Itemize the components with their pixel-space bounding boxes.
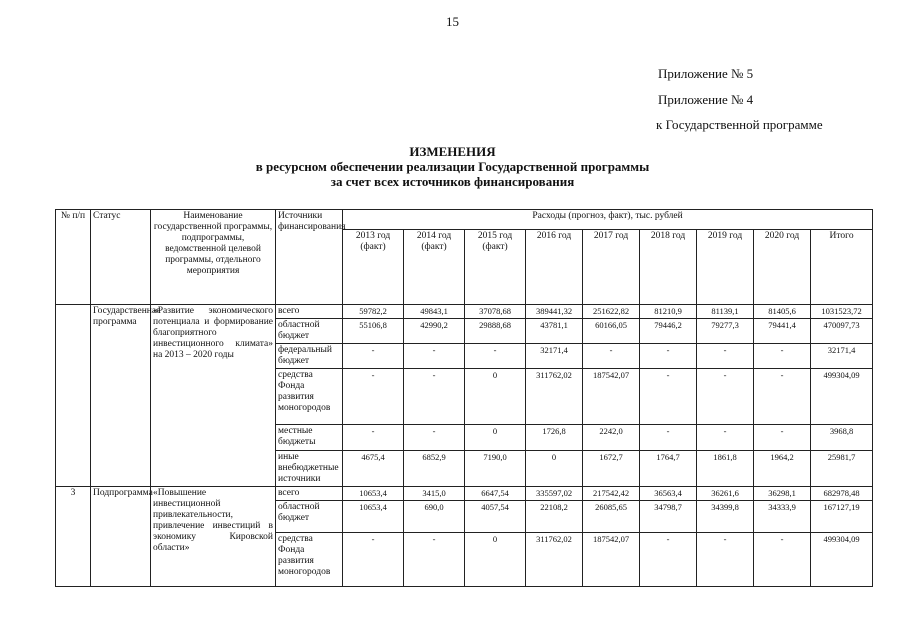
row-total-value: 3968,8: [811, 425, 873, 451]
row-value: -: [583, 344, 640, 369]
row-value: -: [640, 533, 697, 587]
table-row: [56, 487, 873, 501]
row-value: 0: [465, 369, 526, 425]
row-value: 1726,8: [526, 425, 583, 451]
row-value: 6852,9: [404, 451, 465, 487]
row-source: средства Фонда развития моногородов: [276, 369, 343, 425]
row-value: 389441,32: [526, 305, 583, 319]
row-source: всего: [276, 487, 343, 501]
header-year: 2013 год (факт): [343, 230, 404, 305]
row-value: 2242,0: [583, 425, 640, 451]
header-year: 2015 год (факт): [465, 230, 526, 305]
row-value: -: [465, 344, 526, 369]
header-total: Итого: [811, 230, 873, 305]
row-value: -: [343, 369, 404, 425]
row-program-name: «Повышение инвестиционной привлекательности, привлечение инвестиций в экономику Кировской области»: [151, 487, 276, 587]
row-number: [56, 305, 91, 487]
row-value: 3415,0: [404, 487, 465, 501]
row-total-value: 682978,48: [811, 487, 873, 501]
row-value: 37078,68: [465, 305, 526, 319]
row-value: 34333,9: [754, 501, 811, 533]
row-value: -: [697, 533, 754, 587]
header-status: Статус: [91, 210, 151, 305]
row-value: -: [640, 369, 697, 425]
row-value: -: [404, 533, 465, 587]
row-status: Государственная программа: [91, 305, 151, 487]
row-total-value: 32171,4: [811, 344, 873, 369]
row-total-value: 499304,09: [811, 533, 873, 587]
row-value: -: [697, 344, 754, 369]
row-value: 1861,8: [697, 451, 754, 487]
title-line-2: в ресурсном обеспечении реализации Государственной программы: [255, 159, 650, 174]
row-value: 690,0: [404, 501, 465, 533]
row-value: 81210,9: [640, 305, 697, 319]
row-value: 10653,4: [343, 487, 404, 501]
row-value: 1964,2: [754, 451, 811, 487]
row-value: 36298,1: [754, 487, 811, 501]
appendix-line-3: к Государственной программе: [656, 117, 823, 132]
header-year: 2017 год: [583, 230, 640, 305]
row-value: -: [404, 369, 465, 425]
row-value: 311762,02: [526, 369, 583, 425]
row-value: 43781,1: [526, 319, 583, 344]
row-source: областной бюджет: [276, 319, 343, 344]
row-value: 187542,07: [583, 533, 640, 587]
row-value: 6647,54: [465, 487, 526, 501]
row-value: 4675,4: [343, 451, 404, 487]
row-value: 60166,05: [583, 319, 640, 344]
resource-table: [55, 209, 873, 587]
header-row-1: [56, 210, 873, 230]
row-value: -: [754, 533, 811, 587]
row-value: 29888,68: [465, 319, 526, 344]
row-total-value: 470097,73: [811, 319, 873, 344]
row-value: 49843,1: [404, 305, 465, 319]
title-line-1: ИЗМЕНЕНИЯ: [409, 144, 496, 159]
header-num: № п/п: [56, 210, 91, 305]
row-value: -: [754, 344, 811, 369]
row-source: местные бюджеты: [276, 425, 343, 451]
row-value: 22108,2: [526, 501, 583, 533]
row-value: -: [343, 344, 404, 369]
row-value: -: [697, 425, 754, 451]
header-year: 2016 год: [526, 230, 583, 305]
row-total-value: 25981,7: [811, 451, 873, 487]
row-value: -: [754, 369, 811, 425]
row-value: -: [404, 425, 465, 451]
row-value: -: [343, 425, 404, 451]
row-value: 0: [465, 425, 526, 451]
document-title: [0, 144, 905, 189]
row-value: 81405,6: [754, 305, 811, 319]
row-value: 335597,02: [526, 487, 583, 501]
row-value: -: [697, 369, 754, 425]
appendix-line-1: Приложение № 5: [658, 66, 754, 81]
row-value: 4057,54: [465, 501, 526, 533]
row-value: 81139,1: [697, 305, 754, 319]
row-value: -: [404, 344, 465, 369]
row-value: 26085,65: [583, 501, 640, 533]
row-value: -: [343, 533, 404, 587]
row-value: 10653,4: [343, 501, 404, 533]
row-source: иные внебюджетные источники: [276, 451, 343, 487]
header-year: 2018 год: [640, 230, 697, 305]
row-value: 42990,2: [404, 319, 465, 344]
header-name: Наименование государственной программы, подпрограммы, ведомственной целевой программы, отдельного мероприятия: [151, 210, 276, 305]
row-value: 311762,02: [526, 533, 583, 587]
table-row: [56, 305, 873, 319]
row-value: 1672,7: [583, 451, 640, 487]
row-value: 32171,4: [526, 344, 583, 369]
row-value: 79441,4: [754, 319, 811, 344]
header-sources: Источники финансирования: [276, 210, 343, 305]
appendix-line-2: Приложение № 4: [658, 92, 754, 107]
row-value: 79277,3: [697, 319, 754, 344]
header-year: 2020 год: [754, 230, 811, 305]
row-status: Подпрограмма: [91, 487, 151, 587]
row-source: всего: [276, 305, 343, 319]
row-value: 55106,8: [343, 319, 404, 344]
row-source: средства Фонда развития моногородов: [276, 533, 343, 587]
row-total-value: 499304,09: [811, 369, 873, 425]
row-value: 59782,2: [343, 305, 404, 319]
page-number: 15: [446, 14, 459, 29]
row-value: -: [754, 425, 811, 451]
header-year: 2014 год (факт): [404, 230, 465, 305]
row-value: 7190,0: [465, 451, 526, 487]
row-value: 187542,07: [583, 369, 640, 425]
row-value: 251622,82: [583, 305, 640, 319]
row-value: 0: [465, 533, 526, 587]
row-total-value: 1031523,72: [811, 305, 873, 319]
row-value: 217542,42: [583, 487, 640, 501]
row-value: 1764,7: [640, 451, 697, 487]
row-program-name: «Развитие экономического потенциала и формирование благоприятного инвестиционного климата» на 2013 – 2020 годы: [151, 305, 276, 487]
row-value: -: [640, 344, 697, 369]
row-source: областной бюджет: [276, 501, 343, 533]
row-total-value: 167127,19: [811, 501, 873, 533]
header-year: 2019 год: [697, 230, 754, 305]
row-number: 3: [56, 487, 91, 587]
row-value: 36261,6: [697, 487, 754, 501]
row-value: 34798,7: [640, 501, 697, 533]
row-value: 79446,2: [640, 319, 697, 344]
title-line-3: за счет всех источников финансирования: [330, 174, 575, 189]
row-value: 36563,4: [640, 487, 697, 501]
row-value: 34399,8: [697, 501, 754, 533]
row-source: федеральный бюджет: [276, 344, 343, 369]
row-value: 0: [526, 451, 583, 487]
row-value: -: [640, 425, 697, 451]
header-expenses: Расходы (прогноз, факт), тыс. рублей: [343, 210, 873, 230]
